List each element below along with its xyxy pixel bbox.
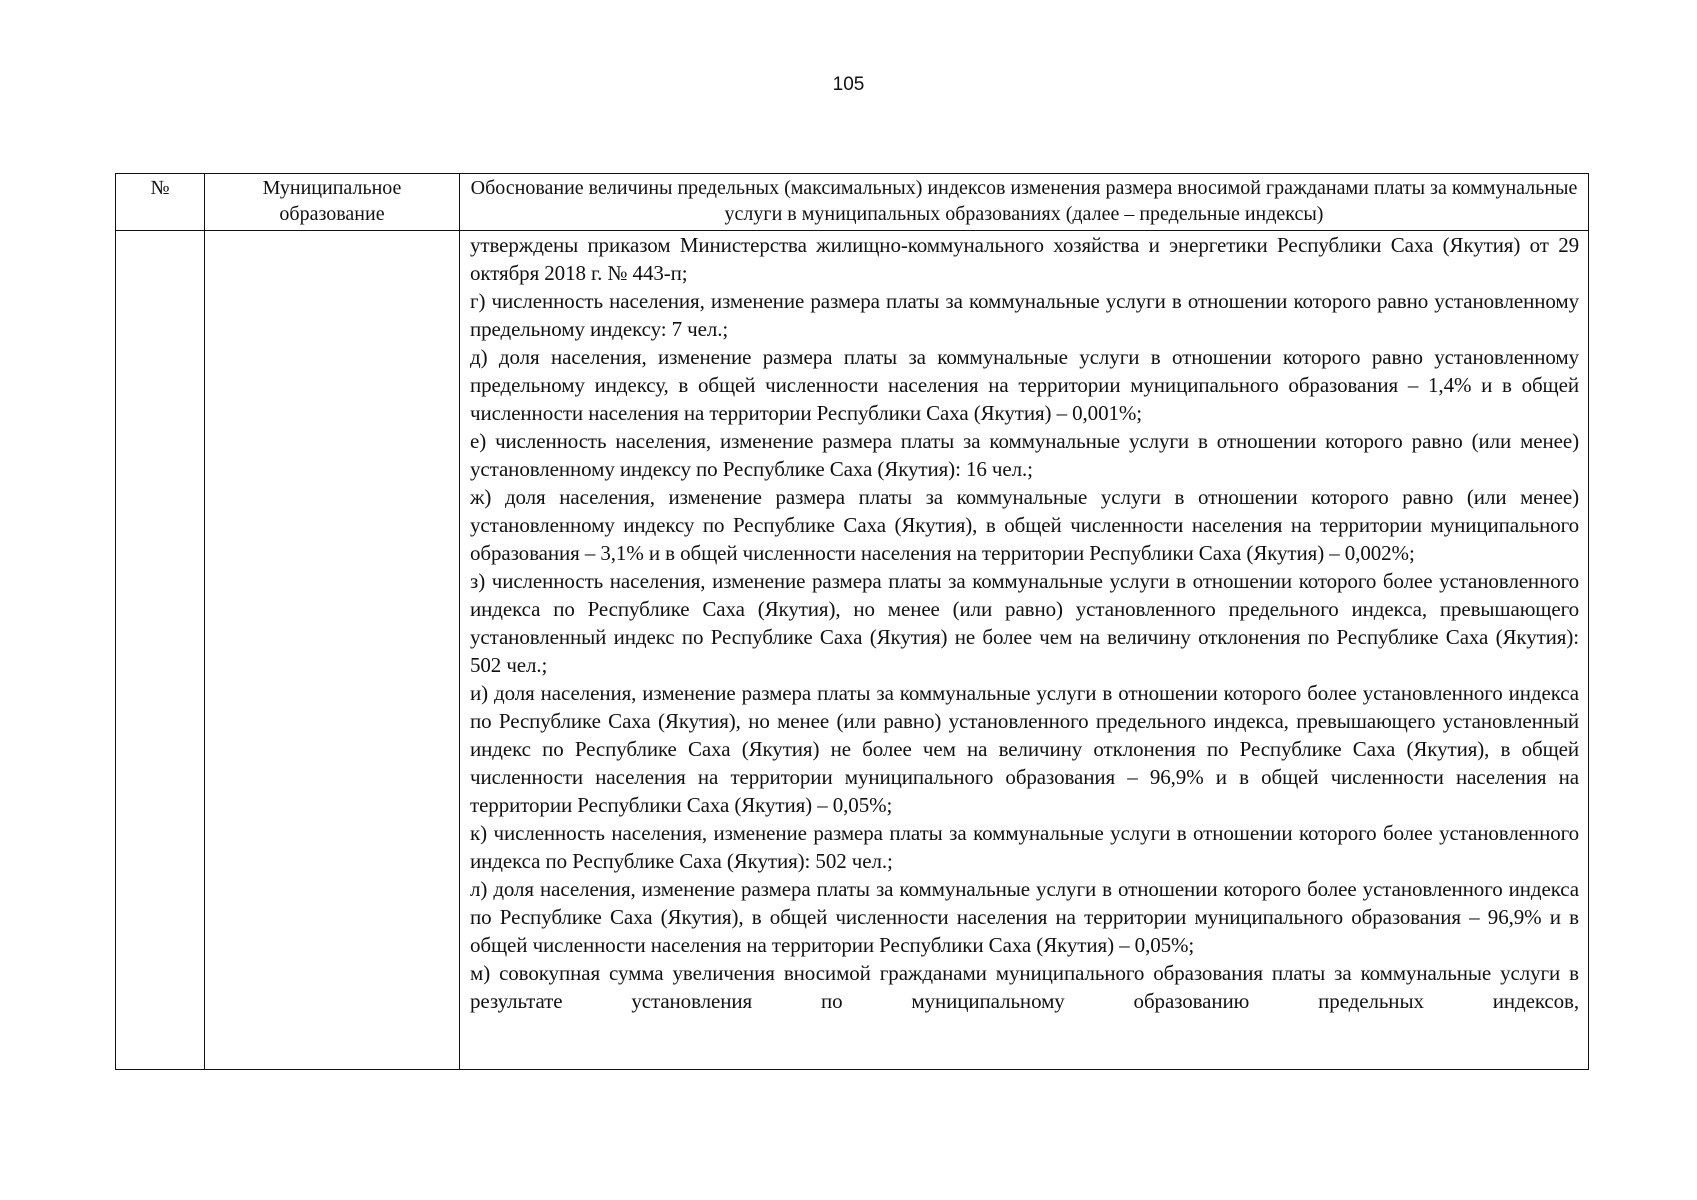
justification-table (115, 173, 1589, 1070)
paragraph-approval: утверждены приказом Министерства жилищно-коммунального хозяйства и энергетики Республики Саха (Якутия) от 29 октября 2018 г. № 443-п; (470, 233, 1579, 285)
paragraph-l: л) доля населения, изменение размера платы за коммунальные услуги в отношении которого более установленного индекса по Республике Саха (Якутия), в общей численности населения на территории муниципального образования – 96,9% и в общей численности населения на территории Республики Саха (Якутия) – 0,05%; (470, 877, 1579, 957)
cell-justification (460, 231, 1589, 1070)
table-row (116, 231, 1589, 1070)
page-number: 105 (832, 74, 865, 95)
paragraph-m: м) совокупная сумма увеличения вносимой гражданами муниципального образования платы за коммунальные услуги в результате установления по муниципальному образованию предельных индексов, (470, 961, 1579, 1013)
paragraph-k: к) численность населения, изменение размера платы за коммунальные услуги в отношении которого более установленного индекса по Республике Саха (Якутия): 502 чел.; (470, 821, 1579, 873)
header-justification: Обоснование величины предельных (максимальных) индексов изменения размера вносимой гражданами платы за коммунальные услуги в муниципальных образованиях (далее – предельные индексы) (460, 174, 1589, 231)
header-number: № (116, 174, 205, 231)
paragraph-g: г) численность населения, изменение размера платы за коммунальные услуги в отношении которого равно установленному предельному индексу: 7 чел.; (470, 289, 1579, 341)
cell-municipality (205, 231, 460, 1070)
paragraph-e: е) численность населения, изменение размера платы за коммунальные услуги в отношении которого равно (или менее) установленному индексу по Республике Саха (Якутия): 16 чел.; (470, 429, 1579, 481)
table-header-row (116, 174, 1589, 231)
header-municipality: Муниципальное образование (205, 174, 460, 231)
paragraph-z: з) численность населения, изменение размера платы за коммунальные услуги в отношении которого более установленного индекса по Республике Саха (Якутия), но менее (или равно) установленного предельного индекса, превышающего установленный индекс по Республике Саха (Якутия) не более чем на величину отклонения по Республике Саха (Якутия): 502 чел.; (470, 569, 1579, 677)
paragraph-zh: ж) доля населения, изменение размера платы за коммунальные услуги в отношении которого равно (или менее) установленному индексу по Республике Саха (Якутия), в общей численности населения на территории муниципального образования – 3,1% и в общей численности населения на территории Республики Саха (Якутия) – 0,002%; (470, 485, 1579, 565)
paragraph-d: д) доля населения, изменение размера платы за коммунальные услуги в отношении которого равно установленному предельному индексу, в общей численности населения на территории муниципального образования – 1,4% и в общей численности населения на территории Республики Саха (Якутия) – 0,001%; (470, 345, 1579, 425)
paragraph-i: и) доля населения, изменение размера платы за коммунальные услуги в отношении которого более установленного индекса по Республике Саха (Якутия), но менее (или равно) установленного предельного индекса, превышающего установленный индекс по Республике Саха (Якутия) не более чем на величину отклонения по Республике Саха (Якутия), в общей численности населения на территории муниципального образования – 96,9% и в общей численности населения на территории Республики Саха (Якутия) – 0,05%; (470, 681, 1579, 817)
cell-number (116, 231, 205, 1070)
